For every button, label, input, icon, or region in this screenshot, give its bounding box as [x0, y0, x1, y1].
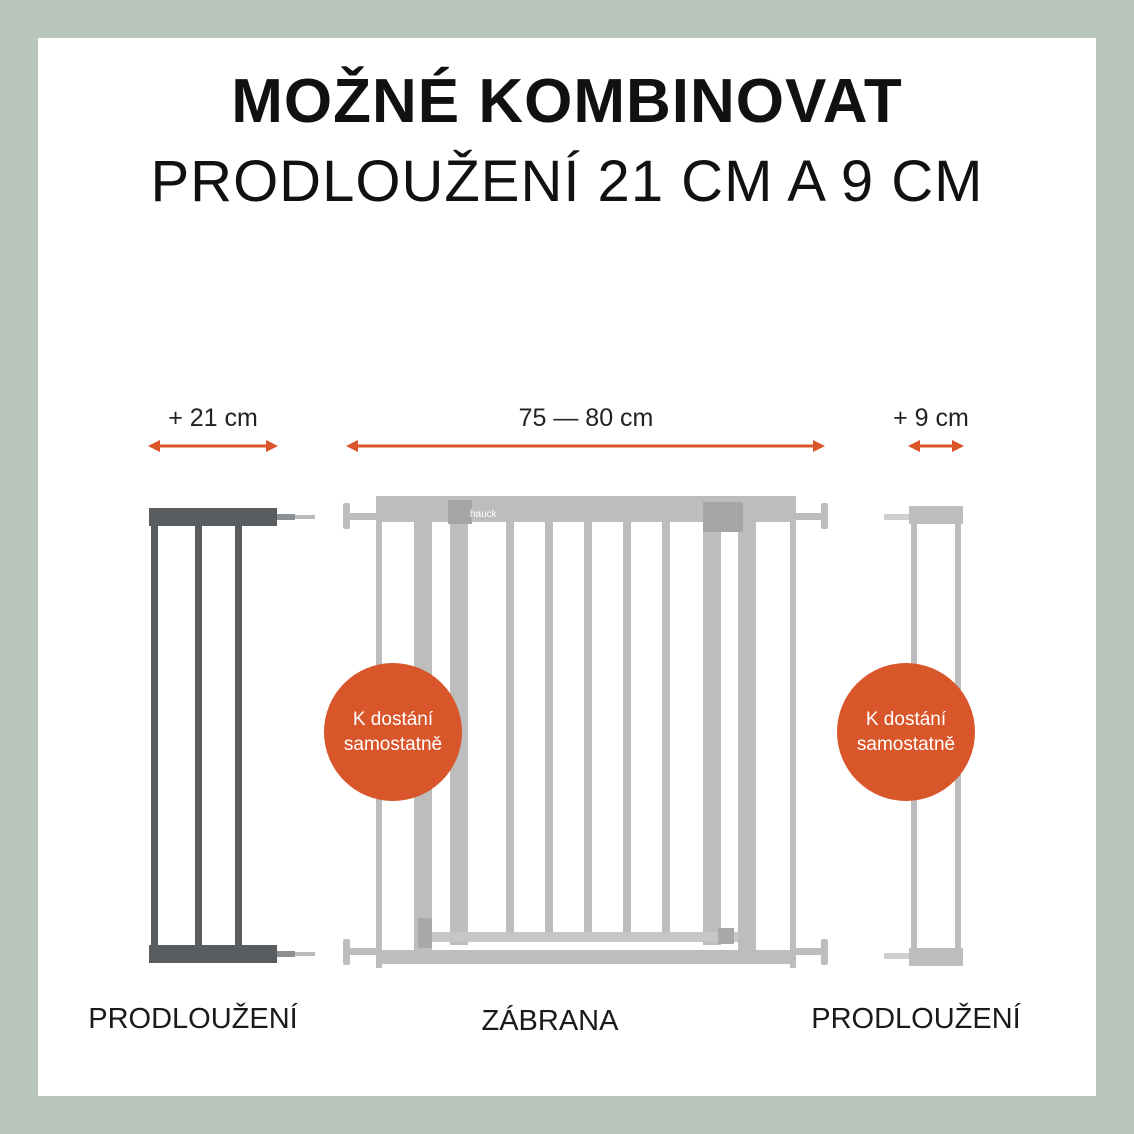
badge-line-2: samostatně	[856, 734, 956, 755]
label-gate: ZÁBRANA	[481, 1005, 619, 1037]
label-extension-left: PRODLOUŽENÍ	[88, 1003, 298, 1035]
extension-21cm-illustration	[149, 508, 315, 963]
subheadline: PRODLOUŽENÍ 21 CM A 9 CM	[150, 149, 984, 214]
dimension-center-label: 75 — 80 cm	[518, 404, 654, 432]
gate-logo: hauck	[470, 509, 497, 520]
label-extension-right: PRODLOUŽENÍ	[811, 1003, 1021, 1035]
badge-line-1: K dostání	[352, 709, 434, 730]
badge-line-2: samostatně	[343, 734, 443, 755]
availability-badge-right	[837, 663, 975, 801]
badge-line-1: K dostání	[865, 709, 947, 730]
dimension-left-label: + 21 cm	[168, 404, 258, 432]
availability-badge-left	[324, 663, 462, 801]
headline: MOŽNÉ KOMBINOVAT	[231, 67, 903, 136]
dimension-right-label: + 9 cm	[893, 404, 969, 432]
dimension-arrows	[148, 440, 964, 452]
